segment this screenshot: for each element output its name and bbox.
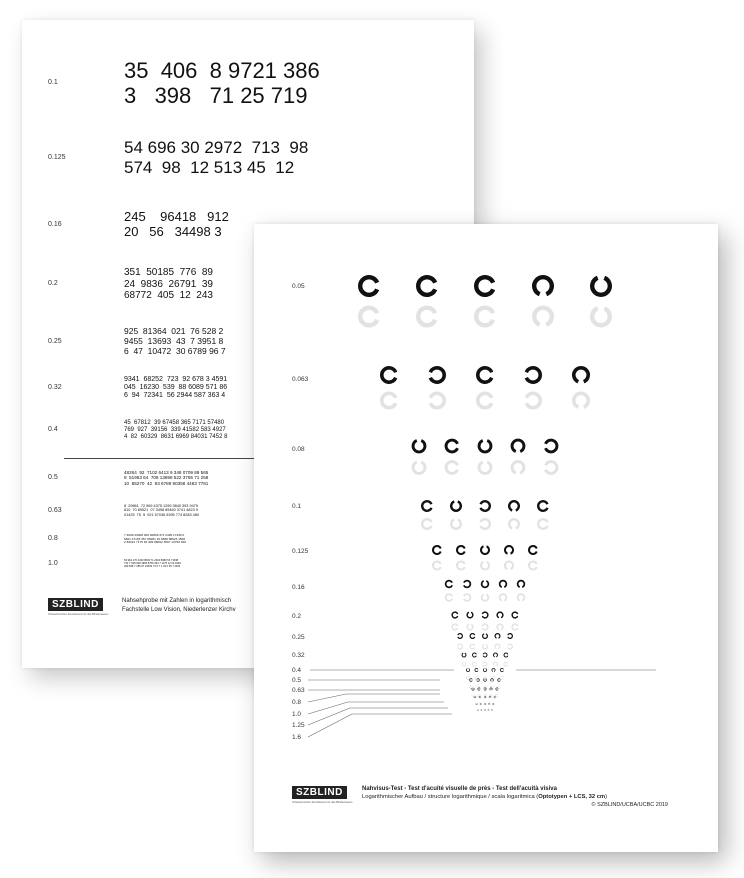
number-line: 9341 68252 723 92 678 3 4591 (124, 376, 228, 383)
landolt-ring (534, 277, 552, 294)
landolt-ring (484, 688, 486, 690)
acuity-level-label: 0.08 (292, 446, 305, 453)
landolt-ring-low-contrast (422, 519, 431, 529)
landolt-ring-low-contrast (458, 644, 463, 649)
number-line: 53 964 170 4430 8093 71 2004 8089 53 71538 (124, 559, 179, 562)
landolt-ring-low-contrast (452, 624, 458, 630)
landolt-ring (462, 653, 466, 657)
landolt-ring (422, 501, 431, 511)
guide-line (308, 702, 348, 714)
acuity-level-label: 0.05 (292, 283, 305, 290)
number-line: 9455 13693 43 7 3951 8 (124, 335, 224, 346)
landolt-ring (509, 501, 519, 510)
landolt-ring (476, 703, 478, 705)
front-footer-subtitle (362, 794, 607, 800)
front-footer-subtitle-bold: Optotypen + LCS, 32 cm (538, 794, 606, 800)
landolt-ring (483, 634, 488, 639)
landolt-ring (592, 278, 610, 295)
acuity-label: 0.4 (48, 426, 58, 434)
landolt-ring (413, 441, 425, 452)
acuity-level-label: 0.125 (292, 548, 309, 555)
number-line: 731 7 548 939 3984 8756 394 7 1175 12 03 9493 (124, 561, 181, 565)
landolt-ring-low-contrast (508, 644, 513, 649)
landolt-ring (526, 368, 540, 382)
landolt-ring (457, 546, 465, 554)
landolt-ring (480, 703, 482, 705)
landolt-ring-low-contrast (467, 624, 473, 630)
landolt-ring-low-contrast (433, 562, 441, 570)
guide-line (308, 708, 350, 725)
acuity-level-label: 0.1 (292, 503, 302, 510)
landolt-ring (482, 581, 489, 587)
landolt-ring-low-contrast (473, 662, 477, 666)
landolt-ring (430, 368, 444, 382)
landolt-ring (474, 696, 476, 698)
number-line: 45 67812 39 67458 365 7171 57480 (124, 420, 225, 426)
front-footer-subtitle-prefix: Logarithmischer Aufbau / structure logarithmique / scala logaritmica ( (362, 794, 539, 800)
landolt-ring (491, 709, 492, 710)
acuity-level-label: 0.063 (292, 376, 309, 383)
acuity-level-label: 0.2 (292, 613, 302, 620)
landolt-ring (484, 709, 485, 710)
landolt-ring-low-contrast (500, 676, 503, 679)
number-line: 369 848 7 185 97 34539 74 9 7 1 33 0 35 7 2453 (124, 564, 181, 568)
number-line: 045 16230 539 88 6089 571 86 (124, 384, 228, 392)
landolt-ring-low-contrast (464, 594, 470, 601)
landolt-ring-low-contrast (457, 562, 465, 570)
landolt-ring-low-contrast (483, 662, 487, 666)
landolt-ring-low-contrast (470, 644, 475, 649)
acuity-label: 0.32 (48, 384, 62, 392)
back-footer-line-2: Fachstelle Low Vision, Niederlenzer Kirchv (122, 607, 236, 613)
guide-line (308, 694, 346, 702)
number-line: 54 696 30 2972 713 98 (124, 138, 309, 157)
landolt-ring (493, 703, 495, 705)
landolt-ring (484, 679, 487, 682)
landolt-ring (475, 668, 478, 671)
landolt-ring (470, 634, 475, 639)
landolt-ring (481, 546, 489, 554)
acuity-level-label: 1.6 (292, 734, 302, 741)
landolt-ring (488, 703, 490, 705)
landolt-ring (574, 368, 588, 382)
landolt-ring (504, 653, 508, 657)
landolt-ring (433, 546, 441, 554)
number-line: 245 96418 912 (124, 209, 229, 224)
number-line: 48264 92 7102 6413 9 348 0709 89 565 (124, 470, 209, 475)
number-line: 01425 75 5 921 67036 5395 774 8283 480 (124, 512, 199, 517)
front-footer-subtitle-suffix: ) (605, 794, 608, 800)
landolt-ring (466, 669, 469, 672)
landolt-ring-low-contrast (546, 462, 557, 474)
number-line: 7 4009 23008 309 30869 371 2495 17430 0 (124, 533, 185, 537)
acuity-level-label: 0.32 (292, 652, 305, 659)
number-line: 574 98 12 513 45 12 (124, 157, 295, 177)
landolt-ring-low-contrast (538, 519, 547, 529)
acuity-label: 1.0 (48, 560, 58, 568)
landolt-ring (494, 696, 496, 698)
acuity-label: 0.125 (48, 153, 66, 161)
landolt-ring-low-contrast (418, 308, 435, 326)
landolt-ring-low-contrast (592, 308, 610, 325)
landolt-ring (477, 709, 478, 710)
landolt-ring-low-contrast (574, 393, 588, 407)
number-line: 9 51963 64 708 13698 522 3765 71 258 (124, 475, 209, 481)
landolt-ring (508, 634, 513, 639)
number-line: 24 9836 26791 39 (124, 278, 213, 290)
acuity-level-label: 0.25 (292, 634, 305, 641)
acuity-level-label: 0.5 (292, 677, 302, 684)
landolt-ring (482, 612, 488, 618)
landolt-ring-low-contrast (462, 662, 466, 666)
landolt-ring-low-contrast (446, 462, 457, 474)
number-line: 8 29661 72 969 4375 1299 3840 393 9475 (124, 504, 198, 508)
landolt-ring (484, 703, 486, 705)
landolt-ring (500, 668, 503, 671)
number-line: 810 70 89521 07 3498 89460 3741 4823 9 (124, 508, 198, 513)
landolt-ring-low-contrast (466, 677, 469, 680)
front-footer-copyright: © SZBLIND/UCBA/UCBC 2019 (591, 802, 668, 808)
acuity-level-label: 1.25 (292, 722, 305, 729)
landolt-ring-low-contrast (518, 594, 525, 600)
landolt-ring (492, 668, 495, 671)
front-footer-title: Nahvisus-Test - Test d'acuité visuelle de près - Test dell'acuità visiva (362, 786, 557, 792)
landolt-ring-low-contrast (430, 393, 444, 407)
landolt-ring (418, 277, 435, 295)
acuity-label: 0.63 (48, 506, 62, 514)
landolt-ring-low-contrast (481, 519, 490, 529)
landolt-ring (495, 634, 500, 639)
number-line: 68772 405 12 243 (124, 290, 213, 301)
landolt-ring (483, 653, 487, 657)
landolt-ring (382, 368, 396, 382)
acuity-label: 0.5 (48, 473, 58, 481)
acuity-label: 0.16 (48, 220, 62, 228)
landolt-ring-low-contrast (475, 676, 478, 679)
szblind-logo-front: SZBLIND (292, 786, 347, 799)
acuity-label: 0.1 (48, 79, 58, 87)
landolt-ring (494, 653, 498, 657)
acuity-level-label: 1.0 (292, 711, 302, 718)
landolt-ring-low-contrast (472, 695, 474, 697)
acuity-label: 0.25 (48, 337, 62, 345)
landolt-ring (500, 581, 507, 587)
landolt-ring-low-contrast (497, 624, 503, 630)
landolt-ring-low-contrast (479, 462, 491, 473)
landolt-ring (360, 277, 377, 295)
landolt-ring (467, 612, 473, 618)
landolt-ring-low-contrast (481, 562, 489, 570)
landolt-ring-low-contrast (494, 662, 498, 666)
landolt-ring (512, 612, 518, 618)
number-line: 4 82 60329 8631 6969 84031 7452 8 (124, 433, 228, 440)
number-line: 6 94 72341 56 2944 587 363 4 (124, 392, 226, 400)
landolt-ring-low-contrast (446, 594, 452, 601)
acuity-label: 0.2 (48, 280, 58, 288)
landolt-ring-low-contrast (413, 462, 425, 473)
landolt-ring (498, 679, 501, 682)
landolt-ring (538, 501, 547, 511)
landolt-ring (446, 440, 457, 452)
landolt-ring-low-contrast (495, 644, 500, 649)
landolt-ring-low-contrast (500, 594, 507, 600)
landolt-ring (546, 440, 557, 452)
number-line: 20 56 34498 3 (124, 223, 222, 239)
number-line: 10 85270 42 93 6789 90358 4463 7781 (124, 480, 209, 486)
landolt-ring (529, 546, 537, 554)
landolt-ring (488, 709, 489, 710)
acuity-level-label: 0.4 (292, 667, 302, 674)
landolt-ring (518, 581, 525, 587)
landolt-ring-low-contrast (483, 644, 488, 649)
landolt-ring (483, 669, 486, 672)
landolt-ring (451, 502, 461, 511)
acuity-level-label: 0.16 (292, 584, 305, 591)
landolt-ring-low-contrast (512, 624, 518, 630)
number-line: 351 50185 776 89 (124, 267, 213, 278)
number-line: 6 47 10472 30 6789 96 7 (124, 345, 226, 356)
landolt-ring (505, 546, 513, 554)
landolt-ring-low-contrast (505, 562, 513, 570)
landolt-chart-sheet (254, 224, 718, 852)
szblind-logo-front-subtitle: Schweizerischer Zentralverein für das Blindenwesen (292, 801, 353, 804)
acuity-level-label: 0.63 (292, 687, 305, 694)
landolt-ring-low-contrast (482, 594, 489, 600)
landolt-ring (458, 634, 463, 639)
landolt-ring-low-contrast (534, 308, 552, 325)
landolt-ring-chart (254, 224, 718, 852)
landolt-ring-low-contrast (512, 462, 524, 473)
landolt-ring (464, 581, 470, 588)
landolt-ring-low-contrast (382, 393, 396, 407)
landolt-ring-low-contrast (526, 393, 540, 407)
number-line: 769 927 39156 339 41582 583 4927 (124, 426, 226, 433)
landolt-ring-low-contrast (496, 695, 498, 697)
landolt-ring-low-contrast (529, 562, 537, 570)
acuity-level-label: 0.8 (292, 699, 302, 706)
szblind-logo: SZBLIND (48, 598, 103, 611)
number-line: 35 406 8 9721 386 (124, 58, 320, 83)
landolt-ring (479, 441, 491, 452)
number-line: 6601 47193 357 85281 10 8838 88623 1566 (124, 536, 186, 541)
landolt-ring (473, 653, 477, 657)
landolt-ring-low-contrast (451, 520, 461, 529)
landolt-ring-low-contrast (476, 308, 493, 326)
landolt-ring (512, 440, 524, 451)
back-footer-line-1: Nahsehprobe mit Zahlen in logarithmisch (122, 598, 232, 604)
landolt-ring-low-contrast (504, 662, 508, 666)
szblind-logo-subtitle: Schweizerischer Zentralverein für das Blindenwesen (48, 613, 109, 616)
landolt-ring-low-contrast (509, 519, 519, 528)
landolt-ring (472, 688, 474, 690)
landolt-ring (481, 709, 482, 710)
landolt-ring-low-contrast (360, 308, 377, 326)
number-line: 3 398 71 25 719 (124, 83, 308, 109)
number-line: 2 83012 7175 93 309 86062 3597 13756 466 (124, 540, 186, 545)
landolt-ring (470, 679, 473, 682)
landolt-ring (452, 612, 458, 618)
landolt-ring (496, 688, 498, 690)
landolt-ring (446, 581, 452, 588)
number-line: 925 81364 021 76 528 2 (124, 326, 224, 336)
landolt-ring (481, 501, 490, 511)
landolt-ring (478, 368, 492, 382)
landolt-ring-low-contrast (478, 393, 492, 407)
guide-line (308, 714, 352, 737)
landolt-ring-low-contrast (482, 624, 488, 630)
acuity-label: 0.8 (48, 535, 58, 543)
landolt-ring (497, 612, 503, 618)
landolt-ring (476, 277, 493, 295)
